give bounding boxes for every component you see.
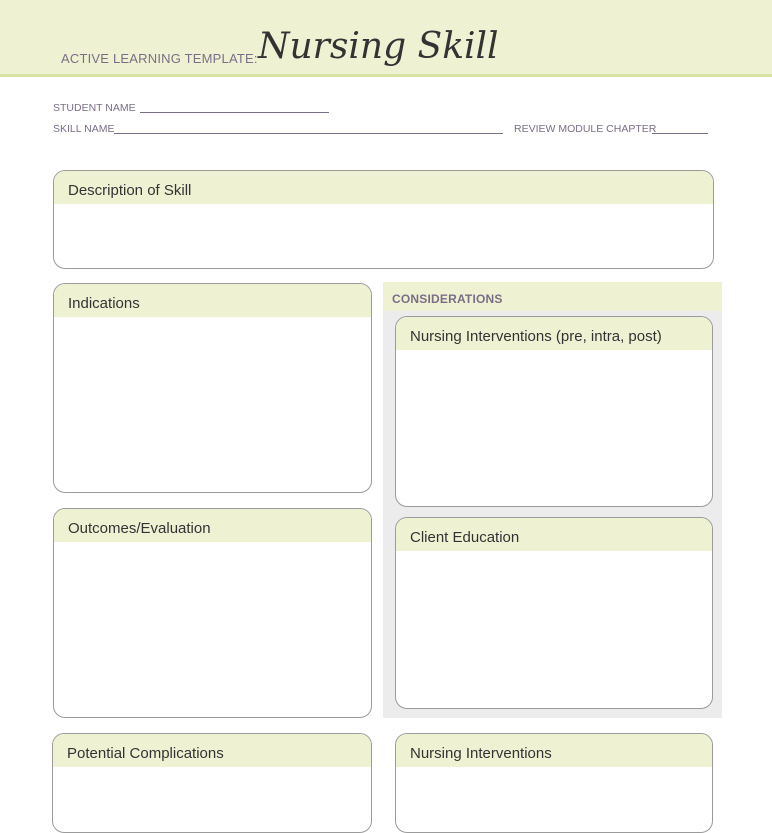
description-box[interactable] [53, 170, 714, 269]
client-education-box[interactable] [395, 517, 713, 709]
nursing-interventions-pre-intra-post-heading: Nursing Interventions (pre, intra, post) [396, 317, 712, 350]
indications-heading: Indications [54, 284, 371, 317]
student-name-label: STUDENT NAME [53, 102, 136, 114]
nursing-interventions-box[interactable] [395, 733, 713, 833]
outcomes-box[interactable] [53, 508, 372, 718]
client-education-heading: Client Education [396, 518, 712, 551]
potential-complications-box[interactable] [52, 733, 372, 833]
skill-name-field[interactable] [114, 133, 503, 134]
indications-box[interactable] [53, 283, 372, 493]
considerations-heading: CONSIDERATIONS [383, 282, 722, 311]
nursing-interventions-pre-intra-post-box[interactable] [395, 316, 713, 507]
nursing-interventions-heading: Nursing Interventions [396, 734, 712, 767]
outcomes-heading: Outcomes/Evaluation [54, 509, 371, 542]
student-name-field[interactable] [140, 112, 329, 113]
review-module-chapter-label: REVIEW MODULE CHAPTER [514, 123, 657, 135]
header-label: ACTIVE LEARNING TEMPLATE: [61, 51, 258, 66]
skill-name-label: SKILL NAME [53, 123, 115, 135]
template-header [0, 0, 772, 77]
page-title: Nursing Skill [258, 26, 499, 67]
potential-complications-heading: Potential Complications [53, 734, 371, 767]
description-heading: Description of Skill [54, 171, 713, 204]
review-module-chapter-field[interactable] [652, 133, 708, 134]
